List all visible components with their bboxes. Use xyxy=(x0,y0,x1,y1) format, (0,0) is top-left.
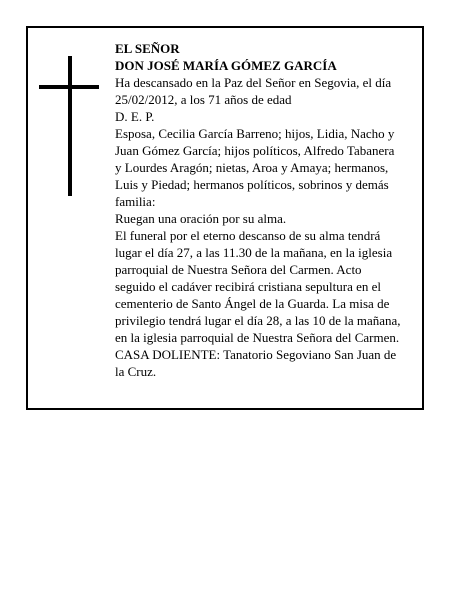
obituary-text xyxy=(115,40,403,380)
notice-title: EL SEÑOR xyxy=(115,41,180,56)
cross-horizontal-bar xyxy=(39,85,99,89)
obituary-notice xyxy=(26,26,424,410)
family-list: Esposa, Cecilia García Barreno; hijos, Lidia, Nacho y Juan Gómez García; hijos políticos, Alfredo Tabanera y Lourdes Aragón; nietas, Aroa y Amaya; hermanos, Luis y Piedad; hermanos políticos, sobrinos y demás familia: xyxy=(115,126,395,209)
casa-doliente: CASA DOLIENTE: Tanatorio Segoviano San Juan de la Cruz. xyxy=(115,347,397,379)
cross-vertical-bar xyxy=(68,56,72,196)
deceased-name: DON JOSÉ MARÍA GÓMEZ GARCÍA xyxy=(115,58,337,73)
rip-line: D. E. P. xyxy=(115,109,155,124)
prayer-request: Ruegan una oración por su alma. xyxy=(115,211,287,226)
death-info: Ha descansado en la Paz del Señor en Segovia, el día 25/02/2012, a los 71 años de edad xyxy=(115,75,392,107)
funeral-details: El funeral por el eterno descanso de su alma tendrá lugar el día 27, a las 11.30 de la mañana, en la iglesia parroquial de Nuestra Señora del Carmen. Acto seguido el cadáver recibirá cristiana sepultura en el cementerio de Santo Ángel de la Guarda. La misa de privilegio tendrá lugar el día 28, a las 10 de la mañana, en la iglesia parroquial de Nuestra Señora del Carmen. xyxy=(115,228,401,345)
